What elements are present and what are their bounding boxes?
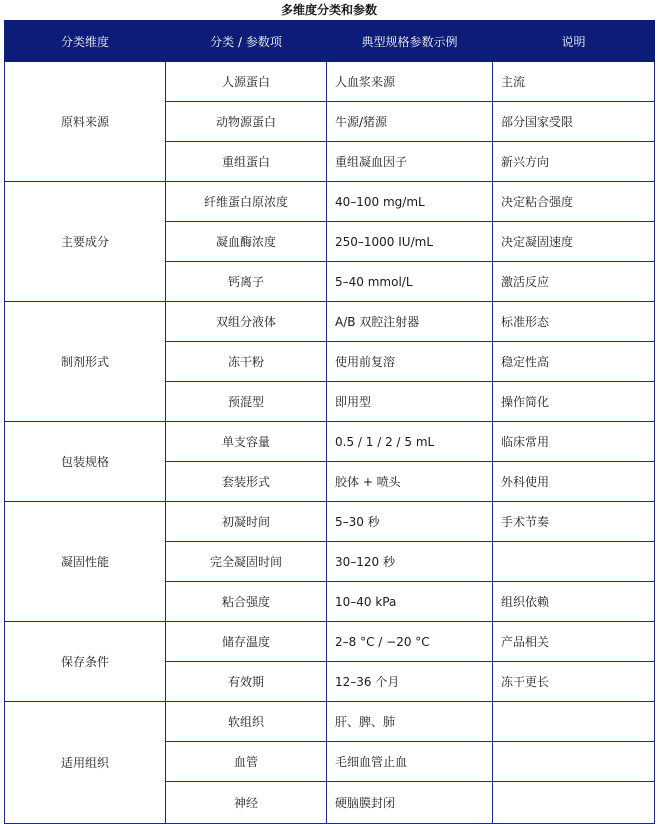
spec-table bbox=[4, 20, 655, 824]
value-cell: 人血浆来源 bbox=[327, 62, 493, 102]
value-cell: 重组凝血因子 bbox=[327, 142, 493, 182]
note-cell bbox=[493, 542, 655, 582]
note-cell bbox=[493, 782, 655, 824]
item-cell: 凝血酶浓度 bbox=[166, 222, 327, 262]
item-cell: 冻干粉 bbox=[166, 342, 327, 382]
table-row bbox=[5, 702, 655, 742]
item-cell: 人源蛋白 bbox=[166, 62, 327, 102]
table-row bbox=[5, 422, 655, 462]
note-cell: 产品相关 bbox=[493, 622, 655, 662]
item-cell: 神经 bbox=[166, 782, 327, 824]
note-cell bbox=[493, 742, 655, 782]
item-cell: 粘合强度 bbox=[166, 582, 327, 622]
category-cell: 保存条件 bbox=[5, 622, 166, 702]
note-cell: 稳定性高 bbox=[493, 342, 655, 382]
table-row bbox=[5, 622, 655, 662]
value-cell: 牛源/猪源 bbox=[327, 102, 493, 142]
value-cell: 胶体 + 喷头 bbox=[327, 462, 493, 502]
value-cell: 毛细血管止血 bbox=[327, 742, 493, 782]
item-cell: 动物源蛋白 bbox=[166, 102, 327, 142]
value-cell: A/B 双腔注射器 bbox=[327, 302, 493, 342]
table-row bbox=[5, 302, 655, 342]
value-cell: 5–40 mmol/L bbox=[327, 262, 493, 302]
table-row bbox=[5, 62, 655, 102]
header-example: 典型规格参数示例 bbox=[327, 21, 493, 62]
value-cell: 使用前复溶 bbox=[327, 342, 493, 382]
item-cell: 储存温度 bbox=[166, 622, 327, 662]
header-note: 说明 bbox=[493, 21, 655, 62]
note-cell: 激活反应 bbox=[493, 262, 655, 302]
value-cell: 0.5 / 1 / 2 / 5 mL bbox=[327, 422, 493, 462]
value-cell: 即用型 bbox=[327, 382, 493, 422]
note-cell: 外科使用 bbox=[493, 462, 655, 502]
note-cell: 决定凝固速度 bbox=[493, 222, 655, 262]
item-cell: 初凝时间 bbox=[166, 502, 327, 542]
table-row bbox=[5, 502, 655, 542]
table-title: 多维度分类和参数 bbox=[280, 3, 377, 17]
item-cell: 预混型 bbox=[166, 382, 327, 422]
note-cell bbox=[493, 702, 655, 742]
value-cell: 10–40 kPa bbox=[327, 582, 493, 622]
item-cell: 软组织 bbox=[166, 702, 327, 742]
item-cell: 有效期 bbox=[166, 662, 327, 702]
value-cell: 硬脑膜封闭 bbox=[327, 782, 493, 824]
value-cell: 30–120 秒 bbox=[327, 542, 493, 582]
value-cell: 40–100 mg/mL bbox=[327, 182, 493, 222]
value-cell: 5–30 秒 bbox=[327, 502, 493, 542]
item-cell: 钙离子 bbox=[166, 262, 327, 302]
item-cell: 重组蛋白 bbox=[166, 142, 327, 182]
item-cell: 血管 bbox=[166, 742, 327, 782]
item-cell: 套装形式 bbox=[166, 462, 327, 502]
category-cell: 原料来源 bbox=[5, 62, 166, 182]
item-cell: 双组分液体 bbox=[166, 302, 327, 342]
header-category: 分类维度 bbox=[5, 21, 166, 62]
header-item: 分类 / 参数项 bbox=[166, 21, 327, 62]
item-cell: 纤维蛋白原浓度 bbox=[166, 182, 327, 222]
note-cell: 标准形态 bbox=[493, 302, 655, 342]
item-cell: 单支容量 bbox=[166, 422, 327, 462]
note-cell: 新兴方向 bbox=[493, 142, 655, 182]
category-cell: 适用组织 bbox=[5, 702, 166, 824]
note-cell: 组织依赖 bbox=[493, 582, 655, 622]
note-cell: 决定粘合强度 bbox=[493, 182, 655, 222]
note-cell: 手术节奏 bbox=[493, 502, 655, 542]
value-cell: 肝、脾、肺 bbox=[327, 702, 493, 742]
note-cell: 临床常用 bbox=[493, 422, 655, 462]
note-cell: 操作简化 bbox=[493, 382, 655, 422]
value-cell: 2–8 °C / −20 °C bbox=[327, 622, 493, 662]
item-cell: 完全凝固时间 bbox=[166, 542, 327, 582]
value-cell: 12–36 个月 bbox=[327, 662, 493, 702]
value-cell: 250–1000 IU/mL bbox=[327, 222, 493, 262]
category-cell: 包装规格 bbox=[5, 422, 166, 502]
table-row bbox=[5, 182, 655, 222]
category-cell: 主要成分 bbox=[5, 182, 166, 302]
header-row bbox=[5, 21, 655, 62]
note-cell: 部分国家受限 bbox=[493, 102, 655, 142]
note-cell: 冻干更长 bbox=[493, 662, 655, 702]
note-cell: 主流 bbox=[493, 62, 655, 102]
category-cell: 凝固性能 bbox=[5, 502, 166, 622]
category-cell: 制剂形式 bbox=[5, 302, 166, 422]
